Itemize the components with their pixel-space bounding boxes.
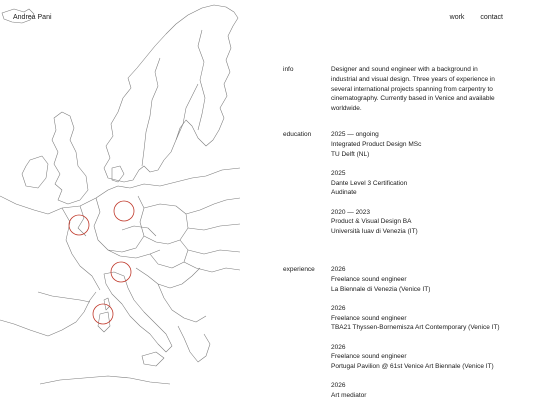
europe-map-outline <box>0 0 240 405</box>
germany-border <box>94 196 144 252</box>
romania-border <box>184 262 240 272</box>
europe-map <box>0 0 240 405</box>
finland-border <box>198 30 205 130</box>
entry-place: La Biennale di Venezia (Venice IT) <box>331 285 431 293</box>
info-text: Designer and sound engineer with a background in industrial and visual design. Three years of experience in several international projects spanning from carpentry to cinematography. Currently based in Venice and available worldwide. <box>331 66 495 112</box>
experience-list <box>331 265 501 405</box>
entry-date: 2026 <box>331 266 346 273</box>
spain-france-border <box>38 292 90 302</box>
balkans-border <box>136 268 200 288</box>
location-marker-berlin <box>114 201 134 221</box>
baltics-border <box>186 198 240 214</box>
entry-date: 2020 — 2023 <box>331 208 371 216</box>
entry-date: 2025 — ongoing <box>331 131 379 138</box>
entry-title: Integrated Product Design MSc <box>331 140 422 148</box>
iberia-outline <box>0 292 96 336</box>
great-britain-outline <box>52 112 88 204</box>
entry-place: Audinate <box>331 189 357 197</box>
entry-date: 2025 <box>331 169 346 177</box>
entry-place: Portugal Pavilion @ 61st Venice Art Biennale (Venice IT) <box>331 363 494 370</box>
czechia-border <box>122 226 156 236</box>
entry-title: Art mediator <box>331 392 367 399</box>
location-marker-delft <box>69 215 89 235</box>
entry-date: 2026 <box>331 304 346 312</box>
entry-title: Product & Visual Design BA <box>331 218 412 226</box>
belarus-border <box>188 224 240 230</box>
sweden-border <box>142 58 160 166</box>
continent-coastline <box>0 168 240 214</box>
ukraine-border <box>188 250 240 254</box>
sardinia-outline <box>98 312 110 332</box>
top-nav <box>450 13 503 24</box>
education-entry <box>331 130 501 159</box>
education-label: education <box>283 131 312 138</box>
nav-work-link[interactable]: work <box>449 14 465 21</box>
balkans-border-2 <box>158 284 206 322</box>
entry-title: Dante Level 3 Certification <box>331 179 408 187</box>
experience-entry <box>331 304 501 333</box>
experience-entry <box>331 265 501 294</box>
entry-date: 2026 <box>331 382 346 390</box>
sicily-outline <box>142 352 164 366</box>
education-list <box>331 130 501 246</box>
site-name-link[interactable]: Andrea Pani <box>13 14 52 21</box>
education-entry <box>331 169 501 198</box>
ireland-outline <box>22 156 48 188</box>
experience-entry <box>331 343 501 372</box>
entry-title: Freelance sound engineer <box>331 275 407 283</box>
experience-label: experience <box>283 266 315 273</box>
entry-title: Freelance sound engineer <box>331 314 407 322</box>
scandinavia-outline <box>104 5 238 182</box>
hungary-border <box>150 240 188 268</box>
north-africa-coast <box>40 376 170 384</box>
poland-border <box>144 204 188 244</box>
location-marker-rome <box>93 304 113 324</box>
experience-entry <box>331 381 501 401</box>
italy-outline <box>104 272 172 352</box>
info-label: info <box>283 66 294 73</box>
entry-place: TBA21 Thyssen-Bornemisza Art Contemporary (Venice IT) <box>331 324 500 332</box>
france-border <box>62 208 100 290</box>
entry-place: Università Iuav di Venezia (IT) <box>331 228 418 235</box>
nav-contact-link[interactable]: contact <box>480 14 503 21</box>
iceland-outline <box>2 9 34 23</box>
entry-title: Freelance sound engineer <box>331 353 407 361</box>
entry-date: 2026 <box>331 343 346 351</box>
education-entry <box>331 208 501 237</box>
greece-outline <box>178 326 210 362</box>
benelux-border <box>78 206 86 236</box>
entry-place: TU Delft (NL) <box>331 150 370 158</box>
